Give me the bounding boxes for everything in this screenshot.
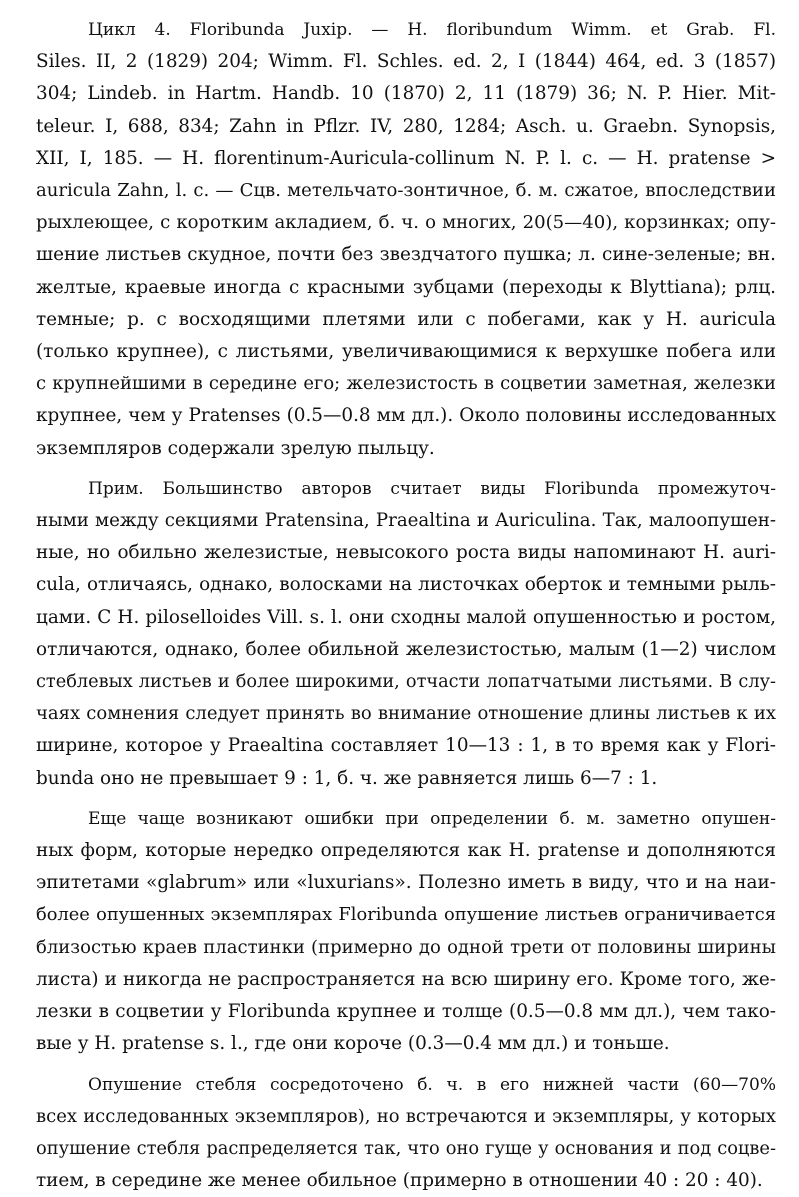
text-line: экземпляров содержали зрелую пыльцу. bbox=[36, 433, 776, 465]
text-line: темные; р. с восходящими плетями или с побегами, как у H. auricula bbox=[36, 304, 776, 336]
text-line: Опушение стебля сосредоточено б. ч. в его нижней части (60—70% bbox=[36, 1069, 776, 1101]
text-line: опушение стебля распределяется так, что оно гуще у основания и под соцве- bbox=[36, 1133, 776, 1165]
text-line: листа) и никогда не распространяется на всю ширину его. Кроме того, же- bbox=[36, 964, 776, 996]
text-line: отличаются, однако, более обильной железистостью, малым (1—2) числом bbox=[36, 634, 776, 666]
text-line: близостью краев пластинки (примерно до одной трети от половины ширины bbox=[36, 932, 776, 964]
cycle-paragraph bbox=[36, 14, 776, 465]
text-line: teleur. I, 688, 834; Zahn in Pflzr. IV, 280, 1284; Asch. u. Graebn. Synopsis, bbox=[36, 111, 776, 143]
page-text bbox=[36, 14, 776, 1197]
text-line: всех исследованных экземпляров), но встречаются и экземпляры, у которых bbox=[36, 1101, 776, 1133]
text-line: auricula Zahn, l. c. — Сцв. метельчато-зонтичное, б. м. сжатое, впоследствии bbox=[36, 175, 776, 207]
text-line: желтые, краевые иногда с красными зубцами (переходы к Blyttiana); рлц. bbox=[36, 272, 776, 304]
note-paragraph bbox=[36, 473, 776, 795]
text-line: XII, I, 185. — H. florentinum-Auricula-collinum N. P. l. c. — H. pratense > bbox=[36, 143, 776, 175]
text-line: шение листьев скудное, почти без звездчатого пушка; л. сине-зеленые; вн. bbox=[36, 239, 776, 271]
text-line: Цикл 4. Floribunda Juxip. — H. floribundum Wimm. et Grab. Fl. bbox=[36, 14, 776, 46]
text-line: ширине, которое у Praealtina составляет 10—13 : 1, в то время как у Flori- bbox=[36, 730, 776, 762]
text-line: стеблевых листьев и более широкими, отчасти лопатчатыми листьями. В слу- bbox=[36, 666, 776, 698]
text-line: вые у H. pratense s. l., где они короче (0.3—0.4 мм дл.) и тоньше. bbox=[36, 1028, 776, 1060]
text-line: крупнее, чем у Pratenses (0.5—0.8 мм дл.). Около половины исследованных bbox=[36, 400, 776, 432]
text-line: Siles. II, 2 (1829) 204; Wimm. Fl. Schles. ed. 2, I (1844) 464, ed. 3 (1857) bbox=[36, 46, 776, 78]
text-line: Прим. Большинство авторов считает виды Floribunda промежуточ- bbox=[36, 473, 776, 505]
text-line: bunda оно не превышает 9 : 1, б. ч. же равняется лишь 6—7 : 1. bbox=[36, 763, 776, 795]
text-line: рыхлеющее, с коротким акладием, б. ч. о многих, 20(5—40), корзинках; опу- bbox=[36, 207, 776, 239]
text-line: (только крупнее), с листьями, увеличивающимися к верхушке побега или bbox=[36, 336, 776, 368]
text-line: 304; Lindeb. in Hartm. Handb. 10 (1870) 2, 11 (1879) 36; N. P. Hier. Mit- bbox=[36, 78, 776, 110]
text-line: тием, в середине же менее обильное (примерно в отношении 40 : 20 : 40). bbox=[36, 1165, 776, 1197]
text-line: более опушенных экземплярах Floribunda опушение листьев ограничивается bbox=[36, 899, 776, 931]
text-line: Еще чаще возникают ошибки при определении б. м. заметно опушен- bbox=[36, 803, 776, 835]
text-line: чаях сомнения следует принять во внимание отношение длины листьев к их bbox=[36, 698, 776, 730]
stem-paragraph bbox=[36, 1069, 776, 1197]
text-line: ные, но обильно железистые, невысокого роста виды напоминают H. auri- bbox=[36, 537, 776, 569]
text-line: cula, отличаясь, однако, волосками на листочках оберток и темными рыль- bbox=[36, 569, 776, 601]
text-line: эпитетами «glabrum» или «luxurians». Полезно иметь в виду, что и на наи- bbox=[36, 867, 776, 899]
text-line: цами. С H. piloselloides Vill. s. l. они сходны малой опушенностью и ростом, bbox=[36, 602, 776, 634]
text-line: ными между секциями Pratensina, Praealtina и Auriculina. Так, малоопушен- bbox=[36, 505, 776, 537]
text-line: ных форм, которые нередко определяются как H. pratense и дополняются bbox=[36, 835, 776, 867]
text-line: с крупнейшими в середине его; железистость в соцветии заметная, железки bbox=[36, 368, 776, 400]
text-line: лезки в соцветии у Floribunda крупнее и толще (0.5—0.8 мм дл.), чем тако- bbox=[36, 996, 776, 1028]
errors-paragraph bbox=[36, 803, 776, 1061]
